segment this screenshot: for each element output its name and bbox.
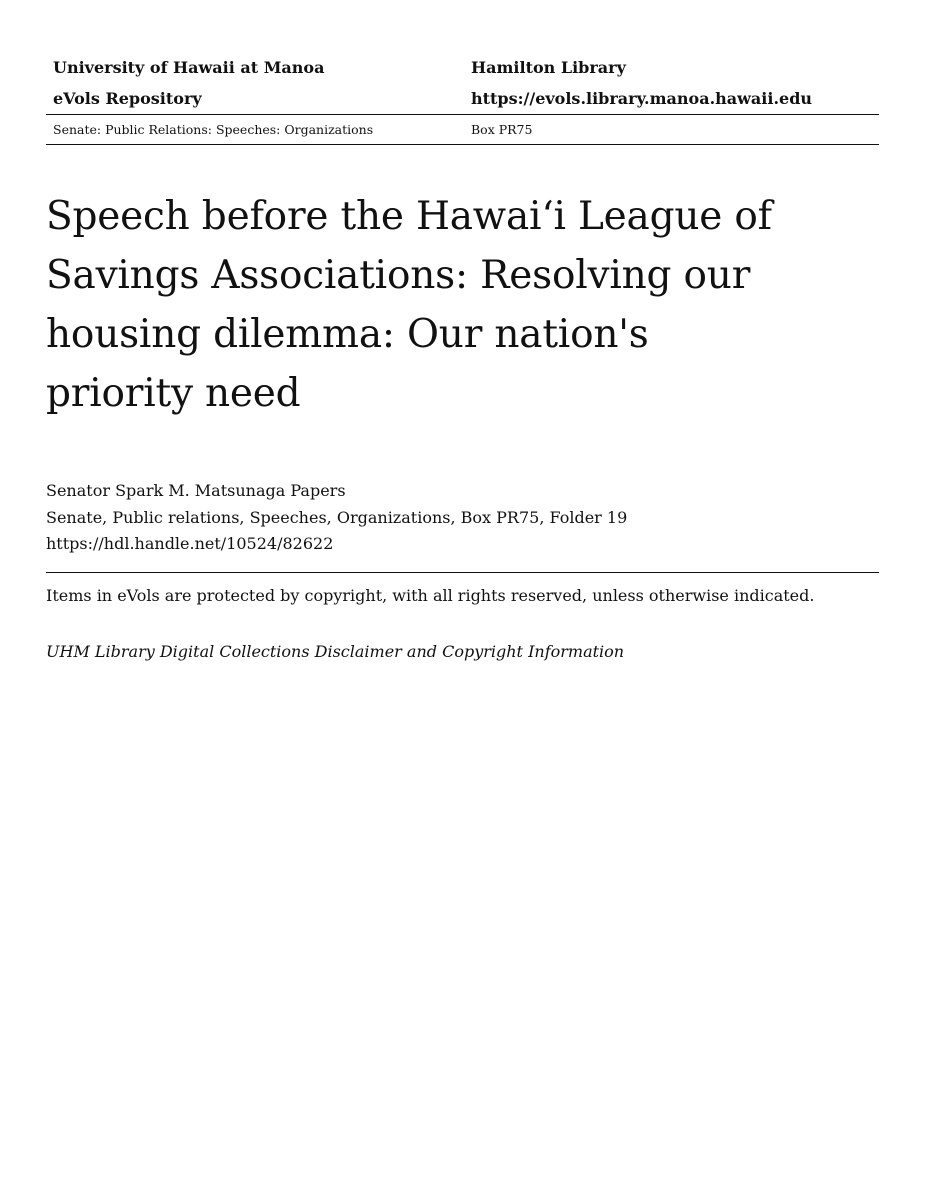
document-title: Speech before the Hawai‘i League of Savings Associations: Resolving our housing dilemma: Our nation's priority need xyxy=(46,194,772,416)
footer-divider xyxy=(46,572,879,573)
header-row-2 xyxy=(46,83,879,114)
collection-name: Senator Spark M. Matsunaga Papers xyxy=(46,481,346,500)
collection-path: Senate: Public Relations: Speeches: Organizations xyxy=(53,122,374,137)
repository-url[interactable]: https://evols.library.manoa.hawaii.edu xyxy=(471,89,813,108)
library-name: Hamilton Library xyxy=(471,58,626,77)
header-row-3 xyxy=(46,115,879,144)
repository-name: eVols Repository xyxy=(53,89,202,108)
header-row-1 xyxy=(46,52,879,83)
disclaimer-link[interactable]: UHM Library Digital Collections Disclaimer and Copyright Information xyxy=(46,642,625,661)
folder-location: Senate, Public relations, Speeches, Organizations, Box PR75, Folder 19 xyxy=(46,507,628,527)
box-label: Box PR75 xyxy=(471,122,533,137)
header-bottom-divider xyxy=(46,144,879,145)
document-header xyxy=(46,52,879,145)
institution-name: University of Hawaii at Manoa xyxy=(53,58,325,77)
document-metadata xyxy=(46,478,876,558)
copyright-notice: Items in eVols are protected by copyright, with all rights reserved, unless otherwise indicated. xyxy=(46,586,815,605)
handle-link[interactable]: https://hdl.handle.net/10524/82622 xyxy=(46,534,334,553)
